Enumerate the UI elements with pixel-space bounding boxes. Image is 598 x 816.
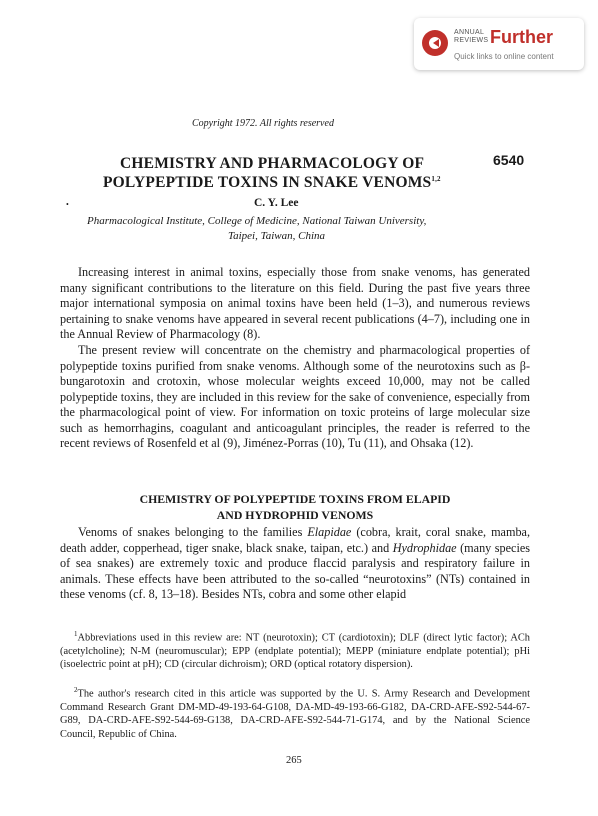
- bullet-mark: •: [66, 200, 69, 209]
- page-number: 265: [286, 755, 302, 766]
- copyright-notice: Copyright 1972. All rights reserved: [192, 118, 334, 129]
- affiliation-line-1: Pharmacological Institute, College of Medicine, National Taiwan University,: [87, 215, 427, 227]
- further-label: Further: [490, 27, 553, 47]
- para3-part-c: (many species of sea snakes) are extremely toxic and produce flaccid paralysis and respiratory failure in animals. These effects have been attributed to the so-called “neurotoxins” (NTs) contained in these venoms (cf. 8, 13–18). Besides NTs, cobra and some other elapid: [60, 540, 530, 601]
- footnote-1: [60, 628, 530, 672]
- footnote-2-text: The author's research cited in this article was supported by the U. S. Army Research and Development Command Research Grant DM-MD-49-193-64-G108, DA-MD-49-193-66-G182, DA-CRD-AFE-S92-544-67-G89, DA-CRD-AFE-S92-544-69-G138, DA-CRD-AFE-S92-544-71-G174, and by the National Science Council, Republic of China.: [60, 688, 530, 740]
- annual-reviews-logo-icon: [422, 30, 448, 56]
- annual-reviews-label: ANNUAL REVIEWS: [454, 29, 489, 44]
- section-heading-line-2: AND HYDROPHID VENOMS: [216, 508, 374, 522]
- title-line-2: [103, 174, 441, 192]
- family-elapidae: Elapidae: [307, 525, 352, 539]
- para3-part-b: (cobra, krait, coral snake, mamba, death adder, copperhead, tiger snake, black snake, taipan, etc.) and: [60, 525, 530, 555]
- family-hydrophidae: Hydrophidae: [392, 540, 457, 555]
- paragraph-venoms: [60, 525, 530, 603]
- affiliation-line-2: Taipei, Taiwan, China: [228, 230, 325, 242]
- section-heading-line-1: CHEMISTRY OF POLYPEPTIDE TOXINS FROM ELAPID: [139, 492, 451, 506]
- paragraph-scope: The present review will concentrate on the chemistry and pharmacological properties of polypeptide toxins purified from snake venoms. Although some of the neurotoxins such as β-bungarotoxin and crotoxin, whose molecular weights exceed 10,000, may not be called polypeptide toxins, they are included in this review for the sake of convenience, especially from the pharmacological point of view. For information on toxic proteins of large molecular size such as hemorrhagins, coagulant and anticoagulant principles, the reader is referred to the recent reviews of Rosenfeld et al (9), Jiménez-Porras (10), Tu (11), and Ohsaka (12).: [60, 343, 530, 450]
- title-footnote-marks: 1,2: [431, 174, 441, 183]
- title-line-2-text: POLYPEPTIDE TOXINS IN SNAKE VENOMS: [103, 174, 432, 191]
- section-heading: [60, 491, 530, 523]
- para3-part-a: Venoms of snakes belonging to the families: [78, 525, 308, 539]
- footnote-2-mark: 2: [74, 686, 78, 694]
- footnote-2: [60, 684, 530, 741]
- footnote-1-text: Abbreviations used in this review are: NT (neurotoxin); CT (cardiotoxin); DLF (direct lytic factor); ACh (acetylcholine); N-M (neuromuscular); EPP (endplate potential); MEPP (miniature endplate potential); pHi (isoelectric point at pH); CD (circular dichroism); ORD (optical rotatory dispersion).: [60, 632, 530, 671]
- title-line-1: CHEMISTRY AND PHARMACOLOGY OF: [120, 155, 425, 172]
- paragraph-intro: Increasing interest in animal toxins, especially those from snake venoms, has generated many significant contributions to the literature on this field. During the past five years three major international symposia on animal toxins have been held (1–3), and numerous reviews pertaining to snake venoms have appeared in several recent publications (4–7), including one in the Annual Review of Pharmacology (8).: [60, 265, 530, 341]
- footnote-1-mark: 1: [74, 630, 78, 638]
- quick-links-text: Quick links to online content: [454, 52, 554, 61]
- article-number: 6540: [493, 152, 525, 168]
- further-banner[interactable]: [414, 18, 584, 70]
- author-name: C. Y. Lee: [254, 197, 299, 209]
